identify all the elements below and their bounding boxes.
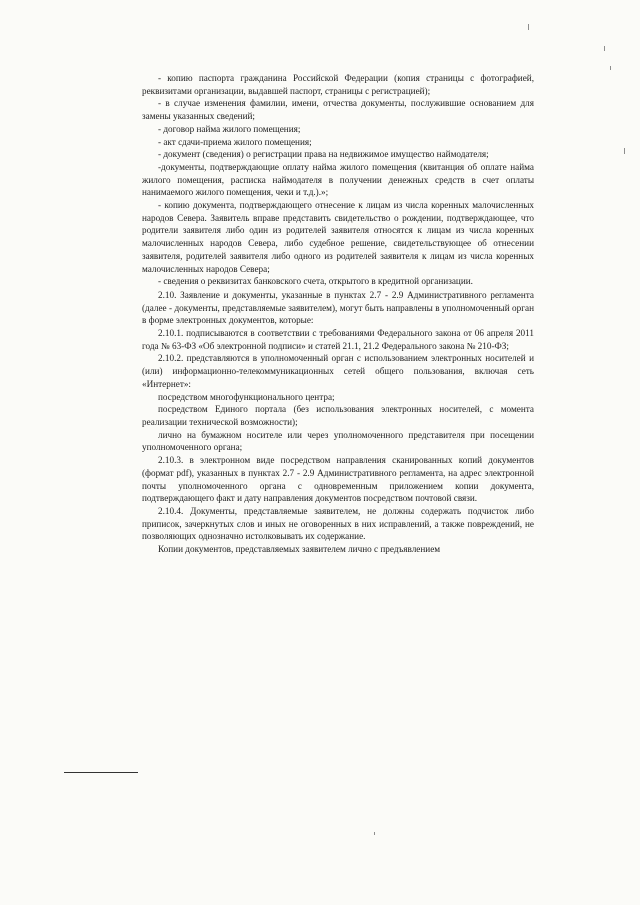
paragraph-bank-account: - сведения о реквизитах банковского счета, открытого в кредитной организации. <box>158 276 473 287</box>
scan-mark <box>374 832 375 835</box>
paragraph-2-10-4: 2.10.4. Документы, представляемые заявителем, не должны содержать подчисток либо приписок, зачеркнутых слов и иных не оговоренных в них исправлений, а также повреждений, не позволяющих однозначно истолковывать их содержание. <box>142 505 534 542</box>
scan-mark <box>624 148 625 154</box>
paragraph-copies: Копии документов, представляемых заявителем лично с предъявлением <box>158 544 441 555</box>
paragraph-2-10-1: 2.10.1. подписываются в соответствии с требованиями Федерального закона от 06 апреля 2011 года № 63-ФЗ «Об электронной подписи» и статей 21.1, 21.2 Федерального закона № 210-ФЗ; <box>142 328 534 351</box>
paragraph-payment-documents: -документы, подтверждающие оплату найма жилого помещения (квитанция об оплате найма жилого помещения, расписка наймодателя в получении денежных средств в счет оплаты нанимаемого жилого помещения, чеки и т.д.).»; <box>142 161 534 198</box>
paragraph-mfc: посредством многофункционального центра; <box>158 391 335 402</box>
document-body <box>142 72 534 556</box>
paragraph-lease-agreement: - договор найма жилого помещения; <box>158 123 301 134</box>
paragraph-handover-act: - акт сдачи-приема жилого помещения; <box>158 136 312 147</box>
footnote-separator <box>64 772 138 773</box>
paragraph-name-change: - в случае изменения фамилии, имени, отчества документы, послужившие основанием для замены указанных сведений; <box>142 98 534 122</box>
paragraph-2-10-3: 2.10.3. в электронном виде посредством направления сканированных копий документов (формат pdf), указанных в пунктах 2.7 - 2.9 Административного регламента, на адрес электронной почты уполномоченного органа с одновременным приложением копии документа, подтверждающего факт и дату направления документов посредством почтовой связи. <box>142 455 534 504</box>
paragraph-unified-portal: посредством Единого портала (без использования электронных носителей, с момента реализации технической возможности); <box>142 404 534 427</box>
scan-mark <box>610 66 611 70</box>
paragraph-2-10: 2.10. Заявление и документы, указанные в пунктах 2.7 - 2.9 Административного регламента (далее - документы, представляемые заявителем), могут быть направлены в уполномоченный орган в форме электронных документов, которые: <box>142 289 534 326</box>
paragraph-in-person: лично на бумажном носителе или через уполномоченного представителя при посещении уполномоченного органа; <box>142 429 534 453</box>
paragraph-indigenous-status: - копию документа, подтверждающего отнесение к лицам из числа коренных малочисленных народов Севера. Заявитель вправе представить свидетельство о рождении, подтверждающее, что родители заявителя либо один из родителей заявителя относятся к лицам из числа коренных малочисленных народов Севера, либо судебное решение, свидетельствующее об отнесении заявителя, родителей заявителя либо одного из родителей заявителя к лицам из числа коренных малочисленных народов Севера; <box>142 200 534 274</box>
paragraph-passport-copy: - копию паспорта гражданина Российской Федерации (копия страницы с фотографией, реквизитами организации, выдавшей паспорт, страницы с регистрацией); <box>142 73 534 96</box>
scan-mark <box>604 46 605 51</box>
paragraph-2-10-2: 2.10.2. представляются в уполномоченный орган с использованием электронных носителей и (или) информационно-телекоммуникационных сетей общего пользования, включая сеть «Интернет»: <box>142 353 534 389</box>
scan-mark <box>528 24 529 30</box>
paragraph-property-registration: - документ (сведения) о регистрации права на недвижимое имущество наймодателя; <box>158 149 489 160</box>
